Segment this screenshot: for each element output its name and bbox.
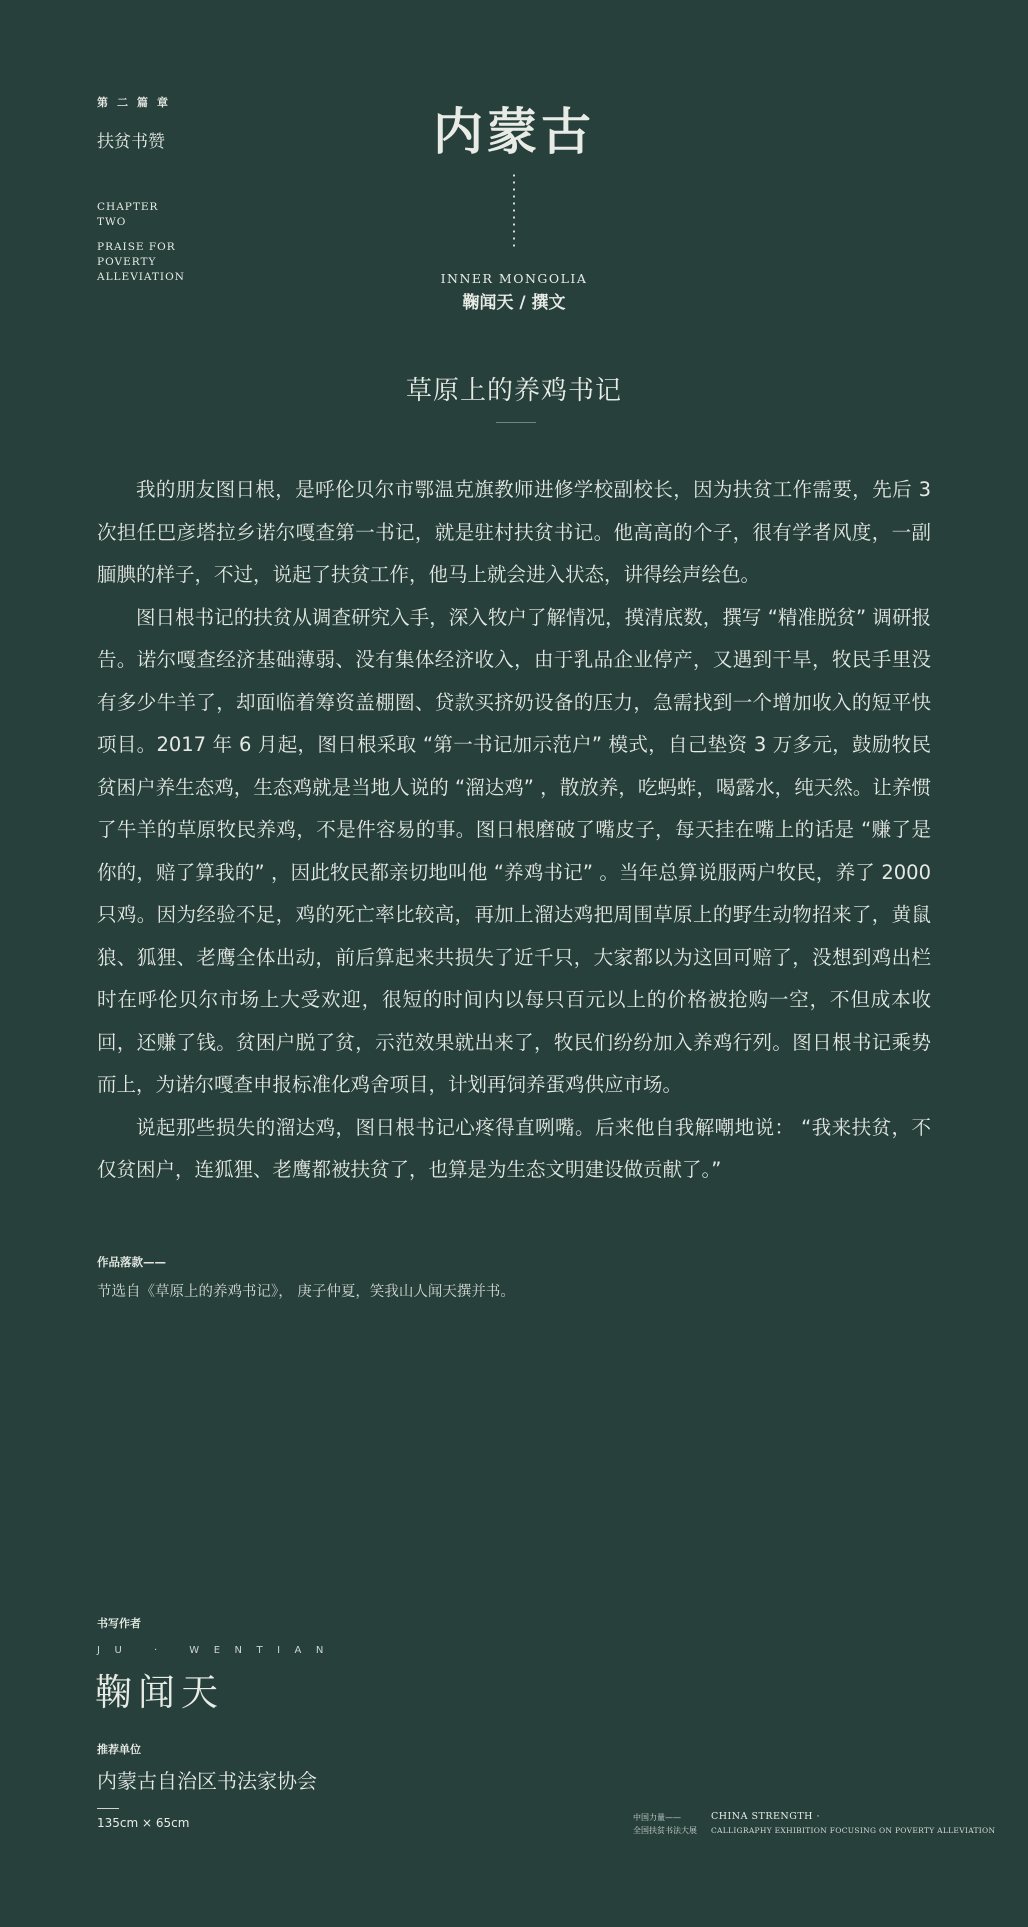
praise-en-label: PRAISE FOR POVERTY ALLEVIATION <box>97 241 185 283</box>
article-title: 草原上的养鸡书记 <box>405 376 622 406</box>
region-en-title: INNER MONGOLIA <box>440 271 588 286</box>
title-divider <box>496 422 536 423</box>
recommend-name: 内蒙古自治区书法家协会 <box>97 1769 317 1793</box>
article-paragraph: 图日根书记的扶贫从调查研究入手，深入牧户了解情况，摸清底数，撰写 “精准脱贫” 调研报告。诺尔嘎查经济基础薄弱、没有集体经济收入，由于乳品企业停产，又遇到干旱，牧民手里没有多少牛羊了，却面临着筹资盖棚圈、贷款买挤奶设备的压力，急需找到一个增加收入的短平快项目。2017 年 6 月起，图日根采取 “第一书记加示范户” 模式，自己垫资 3 万多元，鼓励牧民贫困户养生态鸡，生态鸡就是当地人说的 “溜达鸡” ，散放养，吃蚂蚱，喝露水，纯天然。让养惯了牛羊的草原牧民养鸡，不是件容易的事。图日根磨破了嘴皮子，每天挂在嘴上的话是 “赚了是你的，赔了算我的” ，因此牧民都亲切地叫他 “养鸡书记” 。当年总算说服两户牧民，养了 2000 只鸡。因为经验不足，鸡的死亡率比较高，再加上溜达鸡把周围草原上的野生动物招来了，黄鼠狼、狐狸、老鹰全体出动，前后算起来共损失了近千只，大家都以为这回可赔了，没想到鸡出栏时在呼伦贝尔市场上大受欢迎，很短的时间内以每只百元以上的价格被抢购一空，不但成本收回，还赚了钱。贫困户脱了贫，示范效果就出来了，牧民们纷纷加入养鸡行列。图日根书记乘势而上，为诺尔嘎查申报标准化鸡舍项目，计划再饲养蛋鸡供应市场。 <box>97 605 931 1096</box>
region-title: 内蒙古 <box>433 102 595 161</box>
article-paragraph: 说起那些损失的溜达鸡，图日根书记心疼得直咧嘴。后来他自我解嘲地说： “我来扶贫，不仅贫困户，连狐狸、老鹰都被扶贫了，也算是为生态文明建设做贡献了。” <box>97 1115 931 1181</box>
chapter-en-label: CHAPTER TWO <box>97 201 159 228</box>
writer-label: 书写作者 <box>97 1617 141 1630</box>
footer-brand-en-sub: CALLIGRAPHY EXHIBITION FOCUSING ON POVERTY ALLEVIATION <box>711 1826 996 1835</box>
article-body <box>97 469 931 1192</box>
footer-brand-en: CHINA STRENGTH · <box>711 1811 820 1822</box>
recommend-label: 推荐单位 <box>97 1743 141 1756</box>
article-paragraph: 我的朋友图日根，是呼伦贝尔市鄂温克旗教师进修学校副校长，因为扶贫工作需要，先后 3 次担任巴彦塔拉乡诺尔嘎查第一书记，就是驻村扶贫书记。他高高的个子，很有学者风度，一副腼腆的样子，不过，说起了扶贫工作，他马上就会进入状态，讲得绘声绘色。 <box>97 478 931 586</box>
size-divider <box>97 1808 119 1809</box>
author-line: 鞠闻天 / 撰文 <box>462 293 566 313</box>
dotted-divider <box>513 172 515 248</box>
chapter-number: 第二篇章 <box>97 96 177 109</box>
writer-name: 鞠闻天 <box>95 1671 224 1714</box>
chapter-title: 扶贫书赞 <box>97 132 165 152</box>
credit-label: 作品落款—— <box>97 1255 166 1269</box>
credit-text: 节选自《草原上的养鸡书记》， 庚子仲夏，笑我山人闻天撰并书。 <box>97 1284 515 1300</box>
work-size: 135cm × 65cm <box>97 1816 190 1830</box>
footer-brand-cn: 中国力量—— 全国扶贫书法大展 <box>633 1813 697 1835</box>
writer-pinyin: JU · WENTIAN <box>97 1645 338 1656</box>
